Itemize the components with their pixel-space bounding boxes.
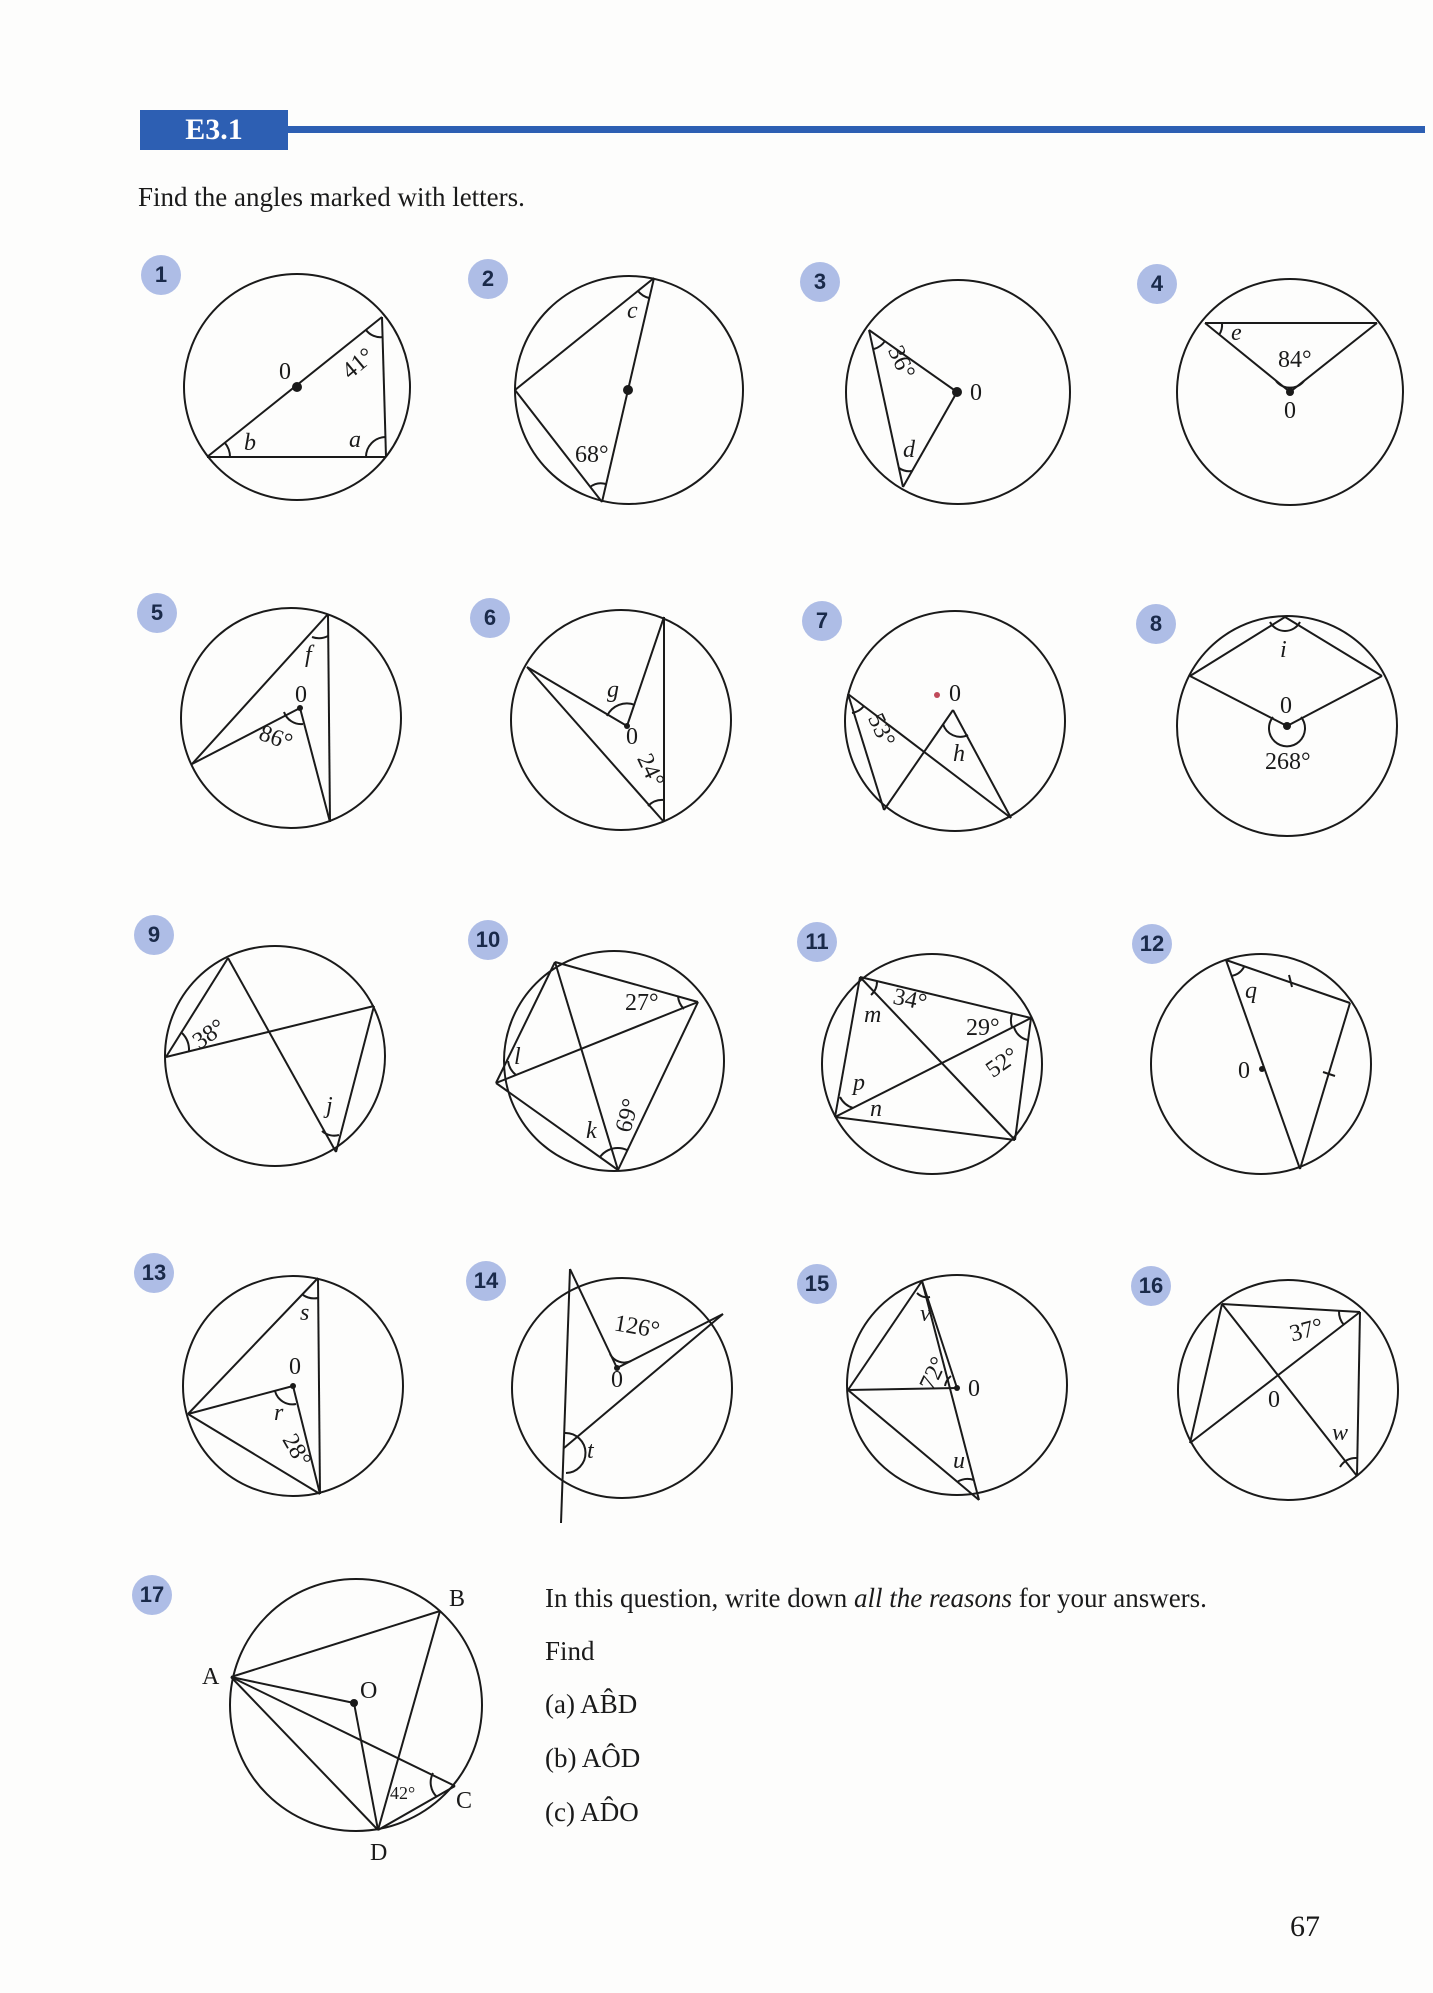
figure-q17	[202, 1579, 482, 1866]
label-q13-angle: 28°	[276, 1429, 316, 1472]
label-q8-angle: 268°	[1265, 749, 1311, 775]
q17-intro-italic: all the reasons	[853, 1583, 1012, 1613]
q17-part-c: (c) AD̂O	[545, 1797, 639, 1827]
question-number-9: 9	[134, 915, 174, 955]
circle-q5	[181, 608, 401, 828]
figure-q9	[165, 946, 385, 1166]
question-number-10: 10	[468, 920, 508, 960]
figure-q14	[512, 1269, 732, 1523]
label-q5-f: f	[305, 642, 312, 668]
label-q15-angle: 72°	[914, 1353, 953, 1395]
question-number-4: 4	[1137, 264, 1177, 304]
label-q10-angle2: 69°	[610, 1096, 645, 1136]
figure-q4	[1177, 279, 1403, 505]
center-dot-q1	[292, 382, 302, 392]
question-number-1: 1	[141, 255, 181, 295]
label-q5-angle: 86°	[255, 720, 296, 757]
center-dot-q2	[623, 385, 633, 395]
label-q4-angle: 84°	[1278, 347, 1312, 373]
figure-q3	[846, 280, 1070, 504]
figure-q8	[1177, 616, 1397, 836]
label-q6-center: 0	[626, 724, 638, 750]
question-number-16: 16	[1131, 1266, 1171, 1306]
page-number: 67	[1290, 1910, 1320, 1943]
label-q4-center: 0	[1284, 398, 1296, 424]
label-q9-j: j	[326, 1093, 333, 1119]
label-q11-angle2: 29°	[966, 1015, 1000, 1041]
question-number-17: 17	[132, 1575, 172, 1615]
label-q2-c: c	[627, 298, 638, 324]
label-q13-s: s	[300, 1300, 310, 1326]
question-number-5: 5	[137, 593, 177, 633]
figure-q15	[847, 1275, 1067, 1500]
label-q6-angle: 24°	[631, 749, 670, 792]
q17-intro	[545, 1580, 1245, 1617]
label-q3-center: 0	[970, 380, 982, 406]
label-q7-h: h	[953, 741, 965, 767]
q17-parts	[545, 1686, 1245, 1831]
label-q14-center: 0	[611, 1367, 623, 1393]
point-label-O: O	[360, 1678, 378, 1704]
label-q7-angle: 53°	[862, 709, 900, 751]
question-17-text	[545, 1580, 1245, 1848]
label-q1-a: a	[349, 427, 361, 453]
figure-q5	[181, 608, 401, 828]
label-q16-angle: 37°	[1286, 1313, 1327, 1348]
instruction-text: Find the angles marked with letters.	[138, 182, 525, 212]
label-q2-angle: 68°	[575, 442, 609, 468]
label-q15-center: 0	[968, 1376, 980, 1402]
label-q7-center: 0	[949, 681, 961, 707]
question-number-15: 15	[797, 1264, 837, 1304]
label-q11-n: n	[870, 1096, 882, 1122]
label-q1-angle: 41°	[337, 343, 380, 385]
label-q12-center: 0	[1238, 1058, 1250, 1084]
point-label-D: D	[370, 1840, 388, 1866]
point-label-C: C	[456, 1788, 473, 1814]
point-label-B: B	[449, 1586, 466, 1612]
label-q10-k: k	[586, 1118, 597, 1144]
label-q16-w: w	[1332, 1420, 1349, 1446]
point-label-A: A	[202, 1664, 220, 1690]
question-number-6: 6	[470, 598, 510, 638]
center-dot-q4	[1286, 388, 1294, 396]
question-number-3: 3	[800, 262, 840, 302]
circle-q9	[165, 946, 385, 1166]
center-dot-q17	[350, 1699, 358, 1707]
figure-q16	[1178, 1280, 1398, 1500]
label-q15-u: u	[953, 1448, 965, 1474]
label-q12-q: q	[1245, 978, 1257, 1004]
label-q13-center: 0	[289, 1354, 301, 1380]
question-number-11: 11	[797, 922, 837, 962]
circle-q6	[511, 610, 731, 830]
label-q11-p: p	[853, 1070, 865, 1096]
circle-q10	[504, 951, 724, 1171]
figure-q10	[496, 951, 724, 1171]
label-q3-angle: 36°	[882, 341, 920, 384]
label-q10-angle1: 27°	[625, 990, 659, 1016]
circle-q12	[1151, 954, 1371, 1174]
label-q17-angle: 42°	[390, 1783, 416, 1803]
q17-part-a: (a) AB̂D	[545, 1689, 638, 1719]
figure-q6	[511, 610, 731, 830]
q17-find: Find	[545, 1636, 595, 1666]
figure-q12	[1151, 954, 1371, 1174]
label-q11-m: m	[864, 1002, 882, 1028]
question-number-7: 7	[802, 601, 842, 641]
label-q13-r: r	[274, 1400, 284, 1426]
center-dot-q8	[1283, 722, 1291, 730]
figure-q11	[822, 954, 1042, 1174]
label-q11-angle1: 34°	[890, 983, 930, 1017]
figure-q1	[184, 274, 410, 500]
question-number-13: 13	[134, 1253, 174, 1293]
section-label: E3.1	[140, 110, 288, 150]
label-q8-i: i	[1280, 637, 1287, 663]
question-number-2: 2	[468, 259, 508, 299]
label-q11-angle3: 52°	[981, 1042, 1024, 1084]
question-number-12: 12	[1132, 924, 1172, 964]
label-q5-center: 0	[295, 682, 307, 708]
q17-intro-plain: In this question, write down	[545, 1583, 854, 1613]
center-dot-q3	[952, 387, 962, 397]
label-q14-t: t	[587, 1438, 594, 1464]
label-q1-b: b	[244, 430, 256, 456]
question-number-14: 14	[466, 1261, 506, 1301]
label-q1-center: 0	[279, 359, 291, 385]
label-q16-center: 0	[1268, 1387, 1280, 1413]
figure-q13	[183, 1276, 403, 1496]
label-q3-d: d	[903, 437, 915, 463]
label-q14-angle: 126°	[612, 1310, 662, 1344]
figure-q2	[515, 276, 743, 504]
label-q4-e: e	[1231, 320, 1242, 346]
q17-part-b: (b) AÔD	[545, 1743, 641, 1773]
figure-q7	[845, 611, 1065, 831]
label-q10-l: l	[514, 1044, 521, 1070]
question-number-8: 8	[1136, 604, 1176, 644]
label-q8-center: 0	[1280, 693, 1292, 719]
label-q9-angle: 38°	[188, 1014, 231, 1055]
circle-q16	[1178, 1280, 1398, 1500]
label-q6-g: g	[607, 677, 619, 703]
q17-intro-end: for your answers.	[1011, 1583, 1207, 1613]
label-q15-v: v	[920, 1301, 931, 1327]
